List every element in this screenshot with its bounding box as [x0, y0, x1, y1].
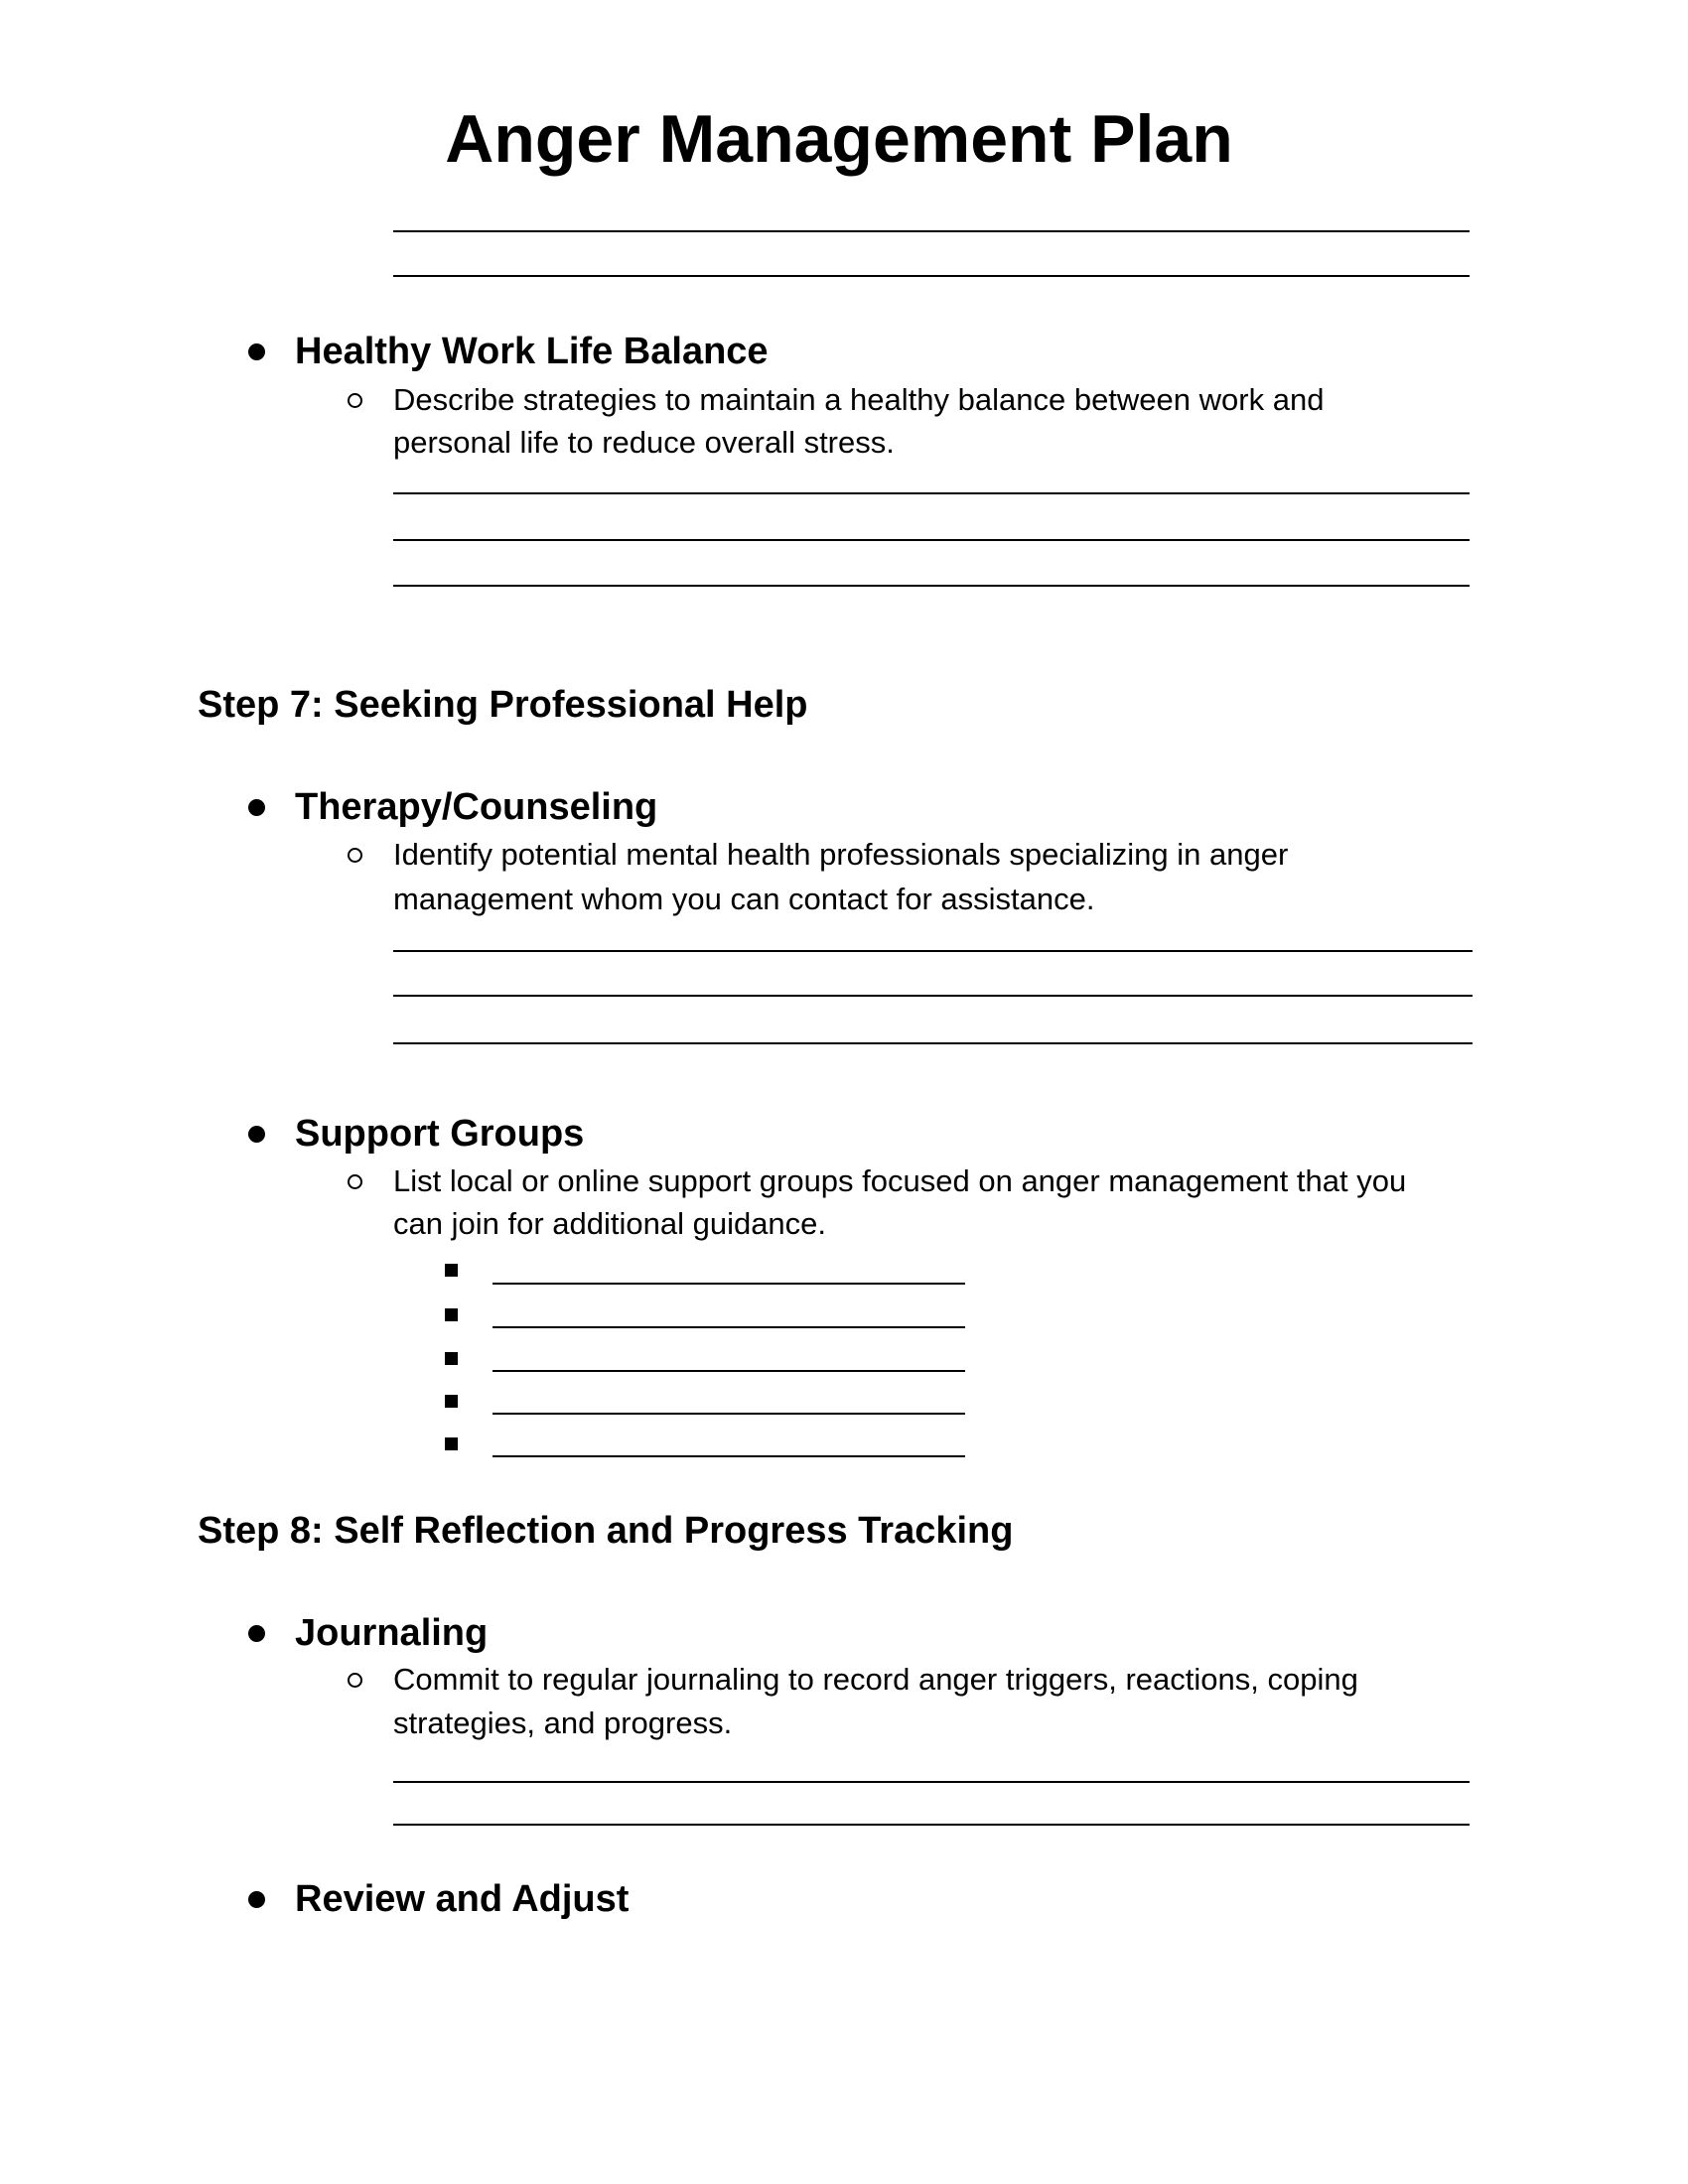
instruction-text: personal life to reduce overall stress. — [393, 425, 895, 460]
section-heading: Journaling — [295, 1612, 489, 1654]
instruction-text: List local or online support groups focused on anger management that you — [393, 1163, 1407, 1198]
square-bullet-icon — [445, 1437, 458, 1450]
bullet-icon — [248, 799, 265, 816]
instruction-text: management whom you can contact for assistance. — [393, 882, 1095, 916]
instruction-text: Identify potential mental health professionals specializing in anger — [393, 837, 1289, 872]
section-heading: Therapy/Counseling — [295, 786, 658, 828]
section-heading: Review and Adjust — [295, 1878, 630, 1920]
sub-bullet-icon — [348, 1174, 362, 1189]
step-heading: Step 8: Self Reflection and Progress Tracking — [198, 1510, 1014, 1552]
square-bullet-icon — [445, 1308, 458, 1321]
blank-line[interactable] — [393, 539, 1470, 541]
bullet-icon — [248, 1891, 265, 1908]
square-bullet-icon — [445, 1264, 458, 1277]
blank-line[interactable] — [492, 1413, 965, 1415]
blank-line[interactable] — [393, 1824, 1470, 1826]
section-heading: Support Groups — [295, 1113, 585, 1155]
page-title: Anger Management Plan — [445, 101, 1233, 177]
blank-line[interactable] — [393, 492, 1470, 494]
step-heading: Step 7: Seeking Professional Help — [198, 684, 808, 726]
blank-line[interactable] — [393, 230, 1470, 232]
bullet-icon — [248, 1126, 265, 1143]
blank-line[interactable] — [492, 1326, 965, 1328]
instruction-text: strategies, and progress. — [393, 1706, 733, 1740]
sub-bullet-icon — [348, 393, 362, 408]
blank-line[interactable] — [492, 1370, 965, 1372]
square-bullet-icon — [445, 1395, 458, 1408]
instruction-text: can join for additional guidance. — [393, 1206, 827, 1241]
sub-bullet-icon — [348, 848, 362, 863]
blank-line[interactable] — [393, 950, 1473, 952]
bullet-icon — [248, 343, 265, 360]
sub-bullet-icon — [348, 1673, 362, 1688]
section-heading: Healthy Work Life Balance — [295, 331, 769, 372]
instruction-text: Commit to regular journaling to record anger triggers, reactions, coping — [393, 1662, 1358, 1697]
blank-line[interactable] — [393, 1781, 1470, 1783]
blank-line[interactable] — [393, 585, 1470, 587]
blank-line[interactable] — [393, 1042, 1473, 1044]
blank-line[interactable] — [393, 275, 1470, 277]
blank-line[interactable] — [492, 1283, 965, 1285]
instruction-text: Describe strategies to maintain a healthy balance between work and — [393, 382, 1325, 417]
blank-line[interactable] — [492, 1455, 965, 1457]
bullet-icon — [248, 1625, 265, 1642]
square-bullet-icon — [445, 1352, 458, 1365]
blank-line[interactable] — [393, 995, 1473, 997]
